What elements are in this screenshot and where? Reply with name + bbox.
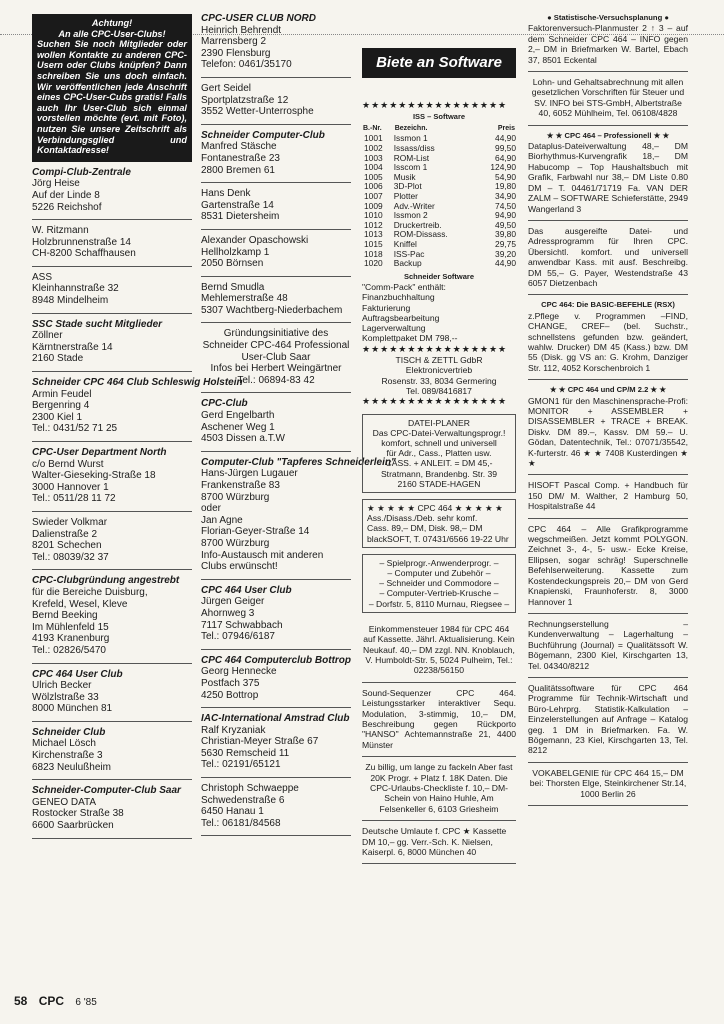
table-cell: 39,80 [495, 229, 516, 240]
club-line: 3000 Hannover 1 [32, 481, 109, 493]
ad-title: CPC 464: Die BASIC-BEFEHLE (RSX) [541, 300, 675, 310]
ad-title: ● Statistische-Versuchsplanung ● [547, 13, 669, 22]
table-cell: 1003 [364, 152, 383, 163]
club-entry [32, 664, 192, 722]
club-line: 5630 Remscheid 11 [201, 747, 290, 759]
club-line: Tel.: 07946/6187 [201, 631, 275, 643]
club-line: für die Bereiche Duisburg, [32, 586, 148, 598]
club-entry [201, 323, 351, 393]
table-cell: 39,20 [495, 248, 516, 259]
table-row [362, 250, 516, 260]
club-line: Hans-Jürgen Lugauer [201, 468, 298, 480]
schneider-software-title: Schneider Software [403, 271, 475, 281]
ad-line: Finanzbuchhaltung [362, 292, 435, 303]
classified-ad [528, 126, 688, 221]
club-line: Krefeld, Wesel, Kleve [32, 598, 128, 610]
schneider-items [362, 282, 516, 343]
club-line: Telefon: 0461/35170 [201, 59, 292, 71]
club-line: 2050 Börnsen [201, 258, 264, 270]
club-line: Bergenring 4 [32, 400, 90, 412]
ad-text: GMON1 für den Maschinensprache-Profi: MONITOR + ASSEMBLER + DISASSEMBLER + TRACE + BREAK. Diskv. DM 89.–, Kassv. DM 59.– U. Gödan, Datentechnik, Tel.: 07071/35542, K-furterstr. 46 ★ ★ 7408 Kusterdingen ★ ★ [528, 395, 688, 469]
club-line: Postfach 375 [201, 677, 260, 689]
club-line: 6823 Neulußheim [32, 761, 111, 773]
club-line: Walter-Gieseking-Straße 18 [32, 470, 156, 482]
table-cell: Issmon 1 [393, 133, 428, 144]
cpc464-blacksoft [362, 499, 516, 548]
ad-line: Cass. 89,– DM, Disk. 98,– DM [367, 523, 483, 534]
table-cell: 94,90 [495, 210, 516, 221]
ad-line: TISCH & ZETTL GdbR [395, 355, 483, 366]
club-line: 6450 Hanau 1 [201, 806, 264, 818]
club-line: Dalienstraße 2 [32, 528, 98, 540]
ad-line: komfort, schnell und universell [381, 437, 497, 448]
club-title: Compi-Club-Zentrale [32, 166, 131, 178]
club-line: Marrensberg 2 [201, 36, 267, 48]
club-title: CPC 464 User Club [32, 668, 123, 680]
club-line: 4503 Dissen a.T.W [201, 433, 285, 445]
club-title: IAC-International Amstrad Club [201, 713, 350, 725]
club-entry [201, 277, 351, 324]
table-cell: 1018 [364, 248, 383, 259]
club-line: Christoph Schwaeppe [201, 783, 299, 795]
table-row [362, 240, 516, 250]
club-line: Clubs erwünscht! [201, 561, 278, 573]
ad-text: Das ausgereifte Datei- und Adressprogramm für Ihren CPC. Übersichtl. komfort. und universell anwendbar Kass. mit ausf. Beschreibg. DM 55,– G. Payer, Westendstraße 43 6057 Dietzenbach [528, 225, 688, 288]
ad-line: – Spielprogr.-Anwenderprogr. – [379, 557, 499, 568]
table-cell: 1005 [364, 171, 383, 182]
table-row [362, 134, 516, 144]
classified-ad [528, 763, 688, 806]
club-title: CPC-User Department North [32, 447, 167, 458]
club-entry [201, 650, 351, 708]
club-line: Tel.: 02826/5470 [32, 644, 106, 656]
table-cell: 1006 [364, 181, 383, 192]
page-number: 58 [14, 994, 28, 1008]
table-cell: 1002 [364, 142, 383, 153]
club-entry [32, 512, 192, 570]
classified-ad [528, 72, 688, 126]
club-line: Kleinhannstraße 32 [32, 283, 119, 295]
ad-line: Elektronicvertrieb [405, 365, 473, 376]
ad-text: z.Pflege v. Programmen –FIND, CHANGE, CREF– (bel. Suchstr., schnellstens gefunden bzw. geändert, wahlw. Drucker) DM 45 (Kass.) bzw. DM 55 (Disk. gg VS an: G. Krohm, Danziger Str. 112, 4052 Korschenbroich 1 [528, 310, 688, 373]
table-cell: Musik [393, 171, 416, 182]
club-line: Im Mühlenfeld 15 [32, 621, 109, 633]
stars-row: ★★★★★★★★★★★★★★★★ [362, 395, 508, 406]
table-header-cell: Preis [497, 124, 515, 132]
table-cell: 3D-Plot [393, 181, 422, 192]
ad-line: ★ ★ ★ ★ ★ CPC 464 ★ ★ ★ ★ ★ [367, 502, 503, 513]
club-line: Kirchenstraße 3 [32, 750, 103, 762]
club-line: Rostocker Straße 38 [32, 808, 124, 820]
club-line: Florian-Geyer-Straße 14 [201, 526, 310, 538]
ad-title: ★ ★ CPC 464 und CP/M 2.2 ★ ★ [549, 385, 667, 395]
page-footer [14, 994, 97, 1008]
classified-ad [528, 614, 688, 678]
club-entry [32, 314, 192, 372]
table-cell: 124,90 [490, 162, 516, 173]
ad-line: blackSOFT, T. 07431/6566 19-22 Uhr [367, 533, 509, 544]
club-line: c/o Bernd Wurst [32, 458, 104, 470]
table-cell: Issass/diss [393, 142, 435, 153]
ad-line: Stratmann, Brandenbg. Str. 39 [380, 468, 498, 479]
ad-line: Lagerverwaltung [362, 323, 426, 334]
table-cell: Backup [393, 258, 422, 269]
club-entry [201, 125, 351, 183]
table-row [362, 182, 516, 192]
software-banner: Biete an Software [362, 48, 516, 78]
club-line: 2160 Stade [32, 353, 84, 365]
club-title: CPC 464 User Club [201, 584, 292, 596]
spielprog-ad [362, 554, 516, 613]
table-header [362, 123, 516, 135]
ad-line: – Dorfstr. 5, 8110 Murnau, Riegsee – [368, 598, 510, 609]
table-cell: 34,90 [495, 190, 516, 201]
club-line: Jan Agne [201, 514, 243, 526]
club-title: CPC 464 Computerclub Bottrop [201, 654, 352, 666]
einkommen-ad: Einkommensteuer 1984 für CPC 464 auf Kassette. Jährl. Aktualisierung. Kein Neukauf. 40,– DM zzgl. NN. Knoblauch, V. Humboldt-Str. 5, 5024 Pulheim, Tel.: 02238/56150 [362, 619, 516, 683]
ad-line: Das CPC-Datei-Verwaltungsprogr.! [372, 427, 506, 438]
club-line: 8700 Würzburg [201, 491, 270, 503]
club-line: Schwedenstraße 6 [201, 794, 285, 806]
classified-ad [528, 295, 688, 380]
table-cell: 54,90 [495, 171, 516, 182]
club-line: Auf der Linde 8 [32, 189, 100, 201]
club-entry [201, 708, 351, 778]
club-line: Tel.: 0431/52 71 25 [32, 423, 118, 435]
club-line: Kärntnerstraße 14 [32, 341, 113, 353]
ad-line: Auftragsbearbeitung [362, 312, 440, 323]
table-cell: 44,90 [495, 133, 516, 144]
club-line: Hans Denk [201, 188, 251, 200]
club-line: Ralf Kryzaniak [201, 724, 266, 736]
ad-text: VOKABELGENIE für CPC 464 15,– DM bei: Thorsten Elge, Steinkirchener Str.14, 1000 Berlin 26 [529, 767, 687, 799]
club-entry [32, 570, 192, 663]
issue: 6 '85 [75, 997, 97, 1008]
ad-text: Qualitätssoftware für CPC 464 Programme für Technik-Wirtschaft und Büro-Lehrprg. Statistik-Kalkulation – Einzelerstellungen auf Anfrage – Katalog geg. 1 DM in Briefmarken. Fa. W. Bögemann, 23 Kiel, Kirschgarten 13, Tel. 8212 [528, 682, 688, 756]
classified-ad [528, 221, 688, 295]
ad-line: – Schneider und Commodore – [379, 578, 499, 589]
table-cell: 99,50 [495, 142, 516, 153]
club-line: Bernd Smudla [201, 281, 265, 293]
club-title: CPC-Clubgründung angestrebt [32, 575, 180, 587]
stars-row: ★★★★★★★★★★★★★★★★ [362, 99, 508, 110]
club-entry [32, 267, 192, 314]
table-cell: 74,50 [495, 200, 516, 211]
table-cell: 1013 [364, 229, 383, 240]
club-line: Tel.: 06894-83 42 [237, 374, 315, 386]
club-line: Heinrich Behrendt [201, 24, 282, 36]
club-title: Computer-Club "Tapferes Schneiderlein" [201, 456, 396, 468]
classified-ad [528, 8, 688, 72]
classified-list [528, 8, 688, 806]
club-line: Gartenstraße 14 [201, 199, 274, 211]
ad-line: Komplettpaket DM 798,-- [362, 333, 458, 344]
ad-line: CASS. + ANLEIT. = DM 45,- [385, 458, 493, 469]
club-line: Tel.: 06181/84568 [201, 817, 281, 829]
classified-ad [528, 519, 688, 614]
ad-line: für Adr., Cass., Platten usw. [386, 448, 492, 459]
club-line: Mehlemerstraße 48 [201, 293, 288, 305]
club-line: GENEO DATA [32, 796, 97, 808]
tisch-zettl [362, 355, 516, 396]
club-line: Ahornweg 3 [201, 607, 255, 619]
club-line: Hellholzkamp 1 [201, 246, 270, 258]
table-cell: Druckertreib. [393, 219, 442, 230]
club-title: SSC Stade sucht Mitglieder [32, 318, 163, 330]
club-line: 8948 Mindelheim [32, 295, 109, 307]
club-entry [32, 442, 192, 512]
club-notice [32, 14, 192, 162]
classified-ad [528, 380, 688, 475]
club-line: Tel.: 08039/32 37 [32, 551, 109, 563]
club-line: Armin Feudel [32, 388, 92, 400]
ad-line: – Computer-Vertrieb-Krusche – [379, 588, 499, 599]
notice-title: Achtung! [91, 18, 133, 28]
table-cell: 1001 [364, 133, 383, 144]
club-title: Schneider Club [32, 726, 106, 738]
club-line: 5307 Wachtberg-Niederbachem [201, 304, 343, 316]
club-title: Schneider Computer-Club [201, 129, 325, 141]
club-line: Sportplatzstraße 12 [201, 94, 289, 106]
club-title: Schneider-Computer-Club Saar [32, 785, 181, 797]
ad-line: Ass./Disass./Deb. sehr komf. [367, 513, 478, 524]
club-title: CPC-USER CLUB NORD [201, 13, 316, 24]
club-line: Fontanestraße 23 [201, 152, 280, 164]
table-cell: Kniffel [393, 238, 417, 249]
notice-subtitle: An alle CPC-User-Clubs! [58, 28, 166, 39]
table-row [362, 230, 516, 240]
sound-ad: Sound-Sequenzer CPC 464. Leistungsstarker interaktiver Sequ. Modulation, 3-stimmig, 10,– DM, Beschreibung gegen Rückporto "HANSO" Achtemannstraße 21, 4400 Münster [362, 683, 516, 757]
table-cell: 1010 [364, 210, 383, 221]
ad-line: Rosenstr. 33, 8034 Germering [381, 375, 497, 386]
club-line: 8000 München 81 [32, 703, 113, 715]
table-row [362, 259, 516, 269]
club-entry [201, 78, 351, 125]
club-line: Tel.: 02191/65121 [201, 759, 281, 771]
club-line: 8700 Würzburg [201, 537, 270, 549]
stars-row: ★★★★★★★★★★★★★★★★ [362, 343, 508, 354]
table-row [362, 202, 516, 212]
ad-line: Tel. 089/8416817 [406, 385, 472, 396]
table-cell: 1009 [364, 200, 383, 211]
club-entry [32, 722, 192, 780]
club-entry [32, 162, 192, 220]
datei-planer [362, 414, 516, 493]
club-line: 4250 Bottrop [201, 689, 259, 701]
table-header-cell: B.-Nr. [363, 124, 382, 132]
ad-title: ★ ★ CPC 464 – Professionell ★ ★ [546, 130, 670, 140]
club-line: 8201 Schechen [32, 540, 102, 552]
magazine-name: CPC [38, 994, 65, 1008]
table-cell: 29,75 [495, 238, 516, 249]
club-entry [201, 393, 351, 451]
iss-title: ISS – Software [412, 112, 466, 122]
ad-text: Rechnungserstellung – Kundenverwaltung – Lagerhaltung – Buchführung (Journal) = Qualitätssoft W. Bögemann, 2300 Kiel, Kirschgarten 13, Tel. 04340/8212 [528, 618, 688, 671]
table-cell: ROM-Dissass. [393, 229, 448, 240]
table-row [362, 144, 516, 154]
club-line: 7117 Schwabbach [201, 619, 283, 631]
table-cell: Adv.-Writer [393, 200, 435, 211]
club-line: Gründungsinitiative des Schneider CPC-464 Professional User-Club Saar [202, 328, 350, 363]
club-entry [201, 580, 351, 650]
classified-ad [528, 475, 688, 518]
club-entry [201, 452, 396, 580]
club-line: Georg Hennecke [201, 666, 277, 678]
club-entry [32, 780, 192, 838]
club-line: Swieder Volkmar [32, 516, 108, 528]
table-cell: 1007 [364, 190, 383, 201]
table-cell: 1015 [364, 238, 383, 249]
table-cell: 1020 [364, 258, 383, 269]
ad-text: Dataplus-Dateiverwaltung 48,– DM Biorhythmus-Kurvengrafik 18,– DM Habucomp – Top Haushaltsbuch mit Grafik, Farbwahl nur 38,– DM Liste 0.80 DM – T. 04461/71719 Fa. VAN DER ZALM – SOFTWARE Schieferstätte, 2949 Wangerland 3 [528, 141, 688, 214]
club-entry [201, 778, 351, 836]
umlaute-ad: Deutsche Umlaute f. CPC ★ Kassette DM 10,– gg. Verr.-Sch. K. Nielsen, Kaiserpl. 6, 8000 München 40 [362, 821, 516, 864]
notice-body: Suchen Sie noch Mitglieder oder wollen Kontakte zu anderen CPC-Usern oder Clubs knüpfen? Dann schreiben Sie uns doch einfach. Wir veröffentlichen jede Anschrift eines CPC-User-Cubs gratis! Falls auch Ihr User-Club sich einmal vorstellen möchte (evt. mit Foto), nutzen Sie unsere Zeitschrift als Verbindungsglied und Kontaktadresse! [37, 39, 187, 156]
club-line: 6600 Saarbrücken [32, 820, 114, 832]
ad-text: Lohn- und Gehaltsabrechnung mit allen gesetzlichen Vorschriften für Steuer und SV. INFO bei STS-GmbH, Albertstraße 40, 6052 Mühlheim, Tel. 06108/4828 [531, 77, 685, 119]
club-line: 2390 Flensburg [201, 47, 271, 59]
club-entry [201, 230, 351, 277]
club-entry [201, 183, 351, 230]
table-cell: 49,50 [495, 219, 516, 230]
club-line: Ulrich Becker [32, 680, 92, 692]
table-cell: 44,90 [495, 258, 516, 269]
club-line: Zöllner [32, 330, 63, 342]
table-cell: 64,90 [495, 152, 516, 163]
billig-ad: Zu billig, um lange zu fackeln Aber fast 20K Progr. + Platz f. 18K Daten. Die CPC-Urlaubs-Checkliste f. 10,– DM-Schein von Haino Huhle, Am Felsenkeller 6, 6103 Griesheim [362, 757, 516, 821]
iss-software-table [362, 123, 516, 269]
club-line: Alexander Opaschowski [201, 234, 309, 246]
table-cell: 19,80 [495, 181, 516, 192]
column-3 [362, 8, 516, 864]
ad-text: CPC 464 – Alle Grafikprogramme wegschmeißen. Jetzt kommt POLYGON. Zeichnet 3-, 4-, 5- usw.- Ecke Kreise, Ellipsen, sogar schräg! Superschnelle Befehlserweiterung. Kassette zum Kostendeckungspreis 20,– DM von Gerd Knapienski, Fraunhoferstr. 8, 3000 Hannover 1 [528, 523, 688, 607]
ad-line: Fakturierung [362, 302, 411, 313]
club-line: oder [201, 503, 222, 515]
club-title: Schneider CPC 464 Club Schleswig Holstein [32, 377, 243, 389]
club-line: Bernd Beeking [32, 610, 98, 622]
club-line: CH-8200 Schaffhausen [32, 248, 136, 260]
club-line: ASS [32, 271, 53, 283]
club-line: Info-Austausch mit anderen [201, 549, 324, 561]
club-line: Manfred Stäsche [201, 141, 277, 153]
table-header-cell: Bezeichn. [394, 124, 428, 132]
club-line: Infos bei Herbert Weingärtner [210, 363, 342, 375]
club-line: Gerd Engelbarth [201, 410, 275, 422]
club-line: 8531 Dietersheim [201, 211, 280, 223]
table-cell: Plotter [393, 190, 418, 201]
ad-line: 2160 STADE-HAGEN [397, 478, 481, 489]
club-line: Aschener Weg 1 [201, 421, 275, 433]
table-cell: ISS-Pac [393, 248, 425, 259]
club-title: CPC-Club [201, 398, 248, 410]
table-row [362, 163, 516, 173]
club-line: Wölzlstraße 33 [32, 691, 99, 703]
column-4 [528, 8, 688, 806]
club-entry [201, 8, 351, 78]
table-cell: 1012 [364, 219, 383, 230]
club-line: Jörg Heise [32, 178, 80, 190]
table-row [362, 173, 516, 183]
table-cell: ROM-List [393, 152, 430, 163]
club-line: 4193 Kranenburg [32, 633, 110, 645]
club-line: Christian-Meyer Straße 67 [201, 736, 319, 748]
table-row [362, 192, 516, 202]
club-line: Jürgen Geiger [201, 596, 265, 608]
ad-line: – Computer und Zubehör – [387, 567, 491, 578]
club-line: Gert Seidel [201, 82, 252, 94]
ad-text: Faktorenversuch-Planmuster 2 ↑ 3 – auf dem Schneider CPC 464 – INFO gegen 2,– DM in Briefmarken W. Bartel, Ebach 37, 8501 Eckental [528, 23, 688, 65]
club-line: 5226 Reichshof [32, 201, 102, 213]
table-cell: Issmon 2 [393, 210, 428, 221]
club-entry [32, 220, 192, 267]
club-line: 3552 Wetter-Unterrosphe [201, 106, 314, 118]
club-line: W. Ritzmann [32, 225, 89, 237]
ad-line: DATEI-PLANER [408, 417, 470, 428]
table-cell: Isscom 1 [393, 162, 428, 173]
ad-line: "Comm-Pack" enthält: [362, 282, 446, 293]
classified-ad [528, 678, 688, 763]
club-line: 2800 Bremen 61 [201, 164, 275, 176]
club-line: Frankenstraße 83 [201, 480, 280, 491]
club-line: Holzbrunnenstraße 14 [32, 236, 131, 248]
club-line: Tel.: 0511/28 11 72 [32, 493, 116, 505]
table-cell: 1004 [364, 162, 383, 173]
club-line: Michael Lösch [32, 738, 96, 750]
club-line: 2300 Kiel 1 [32, 411, 83, 423]
ad-text: HISOFT Pascal Comp. + Handbuch für 150 DM/ M. Walther, 2 Hamburg 50, Hospitalstraße 44 [528, 480, 688, 512]
